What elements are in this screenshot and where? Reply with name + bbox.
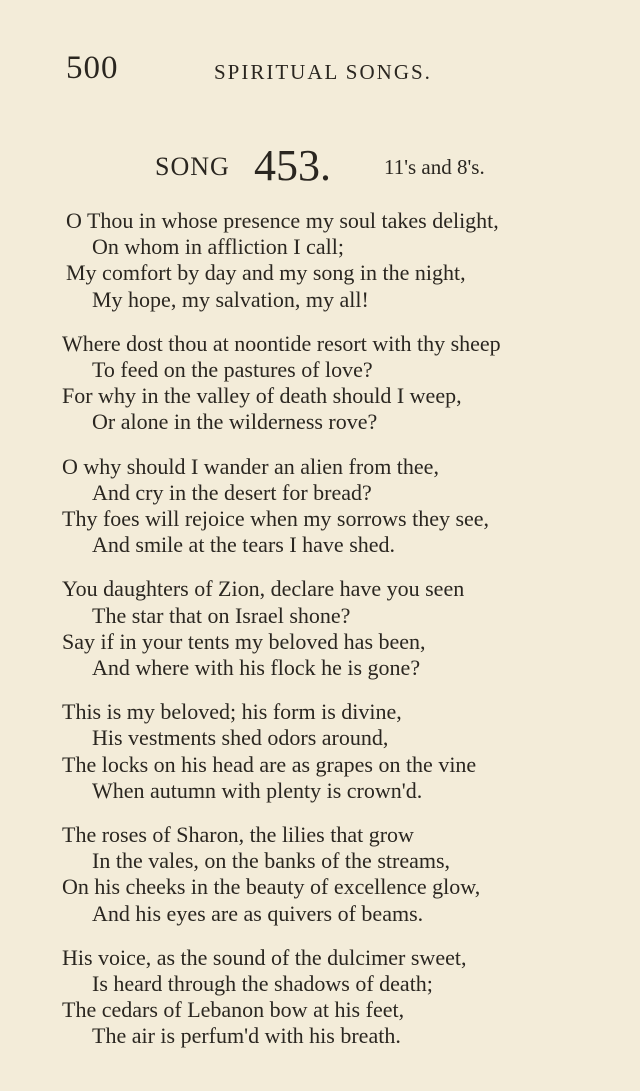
stanza [0,576,640,681]
stanza-line: The locks on his head are as grapes on the vine [62,751,477,777]
stanza [0,822,640,927]
song-meter: 11's and 8's. [384,155,485,179]
stanza [0,454,640,559]
stanza [0,699,640,804]
stanza-line: For why in the valley of death should I weep, [62,383,462,409]
stanza-line: My comfort by day and my song in the night, [66,260,466,286]
stanza-line: On his cheeks in the beauty of excellence glow, [62,874,481,900]
stanza-line: To feed on the pastures of love? [92,357,373,383]
stanza-line: The air is perfum'd with his breath. [92,1023,401,1049]
page-number: 500 [66,50,119,86]
stanza [0,331,640,436]
stanza-line: In the vales, on the banks of the streams, [92,848,451,874]
song-label: SONG [155,152,230,181]
stanza-line: Say if in your tents my beloved has been, [62,628,426,654]
stanza-line: The cedars of Lebanon bow at his feet, [62,997,405,1023]
stanza-line: And cry in the desert for bread? [92,479,372,505]
stanza-line: Where dost thou at noontide resort with thy sheep [62,330,501,356]
stanza [0,208,640,313]
stanza-line: The star that on Israel shone? [92,602,351,628]
stanza-line: On whom in affliction I call; [92,234,344,260]
stanza-line: Thy foes will rejoice when my sorrows they see, [62,506,490,532]
song-heading [0,140,640,190]
stanza-line: His vestments shed odors around, [92,725,389,751]
stanza-line: Is heard through the shadows of death; [92,971,433,997]
song-body [0,208,640,1068]
stanza-line: O Thou in whose presence my soul takes delight, [66,208,499,233]
running-head: SPIRITUAL SONGS. [214,60,432,84]
stanza-line: And his eyes are as quivers of beams. [92,900,424,926]
stanza [0,945,640,1050]
stanza-line: The roses of Sharon, the lilies that grow [62,822,414,848]
stanza-line: When autumn with plenty is crown'd. [92,777,423,803]
stanza-line: You daughters of Zion, declare have you seen [62,576,465,602]
stanza-line: And where with his flock he is gone? [92,655,421,681]
stanza-line: O why should I wander an alien from thee, [62,453,439,479]
page-header [0,50,640,90]
song-number: 453. [254,141,331,190]
stanza-line: Or alone in the wilderness rove? [92,409,378,435]
stanza-line: My hope, my salvation, my all! [92,286,369,312]
stanza-line: And smile at the tears I have shed. [92,532,396,558]
stanza-line: This is my beloved; his form is divine, [62,699,402,725]
stanza-line: His voice, as the sound of the dulcimer sweet, [62,944,467,970]
